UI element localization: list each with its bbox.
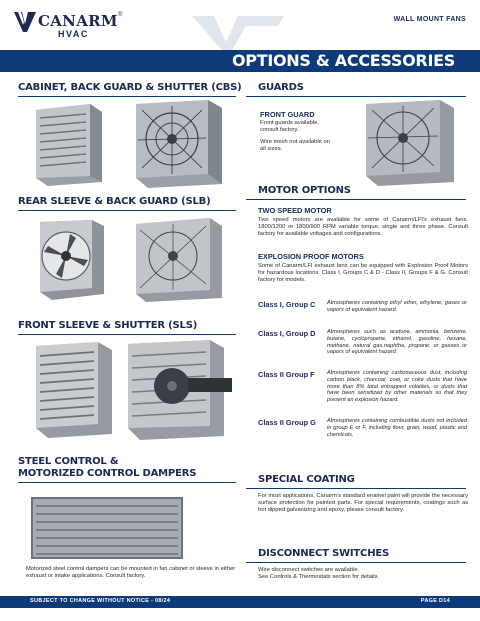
disconnect-rule — [246, 562, 466, 563]
class-label: Class II Group G — [258, 418, 316, 427]
class-desc: Atmospheres containing carbonaceous dust, including carbon black, charcoal, coal, or coke dusts that have more than 8% total entrapped volatiles, or dusts that have been sensitized by other materials so that they present an explosion hazard. — [327, 370, 467, 404]
two-speed-body: Two speed motors are available for some of Canarm/LFI's exhaust fans. 1800/1200 or 1800/900 RPM variable torque, single and three phase. Consult factory for available voltages and configurations. — [258, 217, 468, 238]
front-guard-line2: consult factory. — [260, 127, 299, 133]
cbs-title: CABINET, BACK GUARD & SHUTTER (CBS) — [18, 82, 242, 93]
front-guard-title: FRONT GUARD — [260, 110, 315, 119]
motor-options-title: MOTOR OPTIONS — [258, 185, 351, 196]
disconnect-line2: See Controls & Thermostats section for details. — [258, 574, 380, 580]
dampers-title-line1: STEEL CONTROL & — [18, 456, 119, 467]
cbs-photo-1 — [30, 104, 104, 186]
slb-photo-1 — [30, 220, 106, 300]
cbs-photo-2 — [132, 100, 224, 188]
coating-rule — [246, 488, 466, 489]
slb-rule — [18, 210, 236, 211]
brand-division: HVAC — [58, 29, 89, 39]
dampers-title-line2: MOTORIZED CONTROL DAMPERS — [18, 468, 197, 479]
guards-rule — [246, 96, 466, 97]
canarm-logo-icon — [14, 12, 36, 32]
class-desc: Atmospheres containing ethyl ether, ethylene, gases or vapors of equivalent hazard. — [327, 300, 467, 313]
class-label: Class II Group F — [258, 370, 315, 379]
slb-title: REAR SLEEVE & BACK GUARD (SLB) — [18, 196, 211, 207]
registered-mark: ® — [118, 12, 123, 18]
slb-photo-2 — [132, 218, 224, 302]
class-desc: Atmospheres such as acetone, ammonia, benzene, butane, cyclopropane, ethanol, gasoline, hexane, methane, natural gas,naphtha, propane, or gasses or vapors of equivalent hazard. — [327, 329, 467, 356]
front-guard-line1: Front guards available, — [260, 120, 319, 126]
brand-name: CANARM — [38, 12, 118, 30]
disconnect-line1: Wire disconnect switches are available. — [258, 567, 360, 573]
section-label: WALL MOUNT FANS — [393, 16, 466, 23]
motor-rule — [246, 199, 466, 200]
wire-mesh-line2: all sizes. — [260, 146, 283, 152]
class-label: Class I, Group C — [258, 300, 316, 309]
coating-body: For most applications, Canarm's standard enamel paint will provide the necessary surface protection for painted parts. For special requirements, coatings such as hot dipped galvanizing and epoxy, please consult factory. — [258, 493, 468, 514]
sls-rule — [18, 334, 236, 335]
wire-mesh-line1: Wire mesh not available on — [260, 139, 330, 145]
damper-photo — [30, 496, 184, 560]
explosion-title: EXPLOSION PROOF MOTORS — [258, 252, 364, 261]
footer-notice: SUBJECT TO CHANGE WITHOUT NOTICE - 08/24 — [30, 598, 171, 604]
brand-logo[interactable] — [14, 12, 134, 44]
sls-title: FRONT SLEEVE & SHUTTER (SLS) — [18, 320, 198, 331]
disconnect-title: DISCONNECT SWITCHES — [258, 548, 389, 559]
guards-title: GUARDS — [258, 82, 304, 93]
special-coating-title: SPECIAL COATING — [258, 474, 355, 485]
sls-photo-2 — [124, 340, 236, 440]
guard-photo — [362, 100, 456, 186]
explosion-body: Some of Canarm/LFI exhaust fans can be equipped with Explosion Proof Motors for hazardous locations. Class I, Groups C & D - Class II, Groups F & G. Consult factory for models. — [258, 263, 468, 284]
two-speed-title: TWO SPEED MOTOR — [258, 206, 332, 215]
page-header — [0, 0, 480, 48]
watermark-logo-icon — [192, 12, 284, 50]
class-desc: Atmospheres containing combustible dusts not included in group E or F, including flour, grain, wood, plastic and chemicals. — [327, 418, 467, 438]
dampers-rule — [18, 482, 236, 483]
page-title: OPTIONS & ACCESSORIES — [232, 51, 455, 70]
class-label: Class I, Group D — [258, 329, 316, 338]
page-number: PAGE D14 — [420, 598, 450, 604]
cbs-rule — [18, 96, 236, 97]
dampers-body: Motorized steel control dampers can be mounted in fan cabinet or sleeve in either exhaust or intake applications. Consult factory. — [26, 566, 236, 580]
sls-photo-1 — [28, 342, 114, 438]
